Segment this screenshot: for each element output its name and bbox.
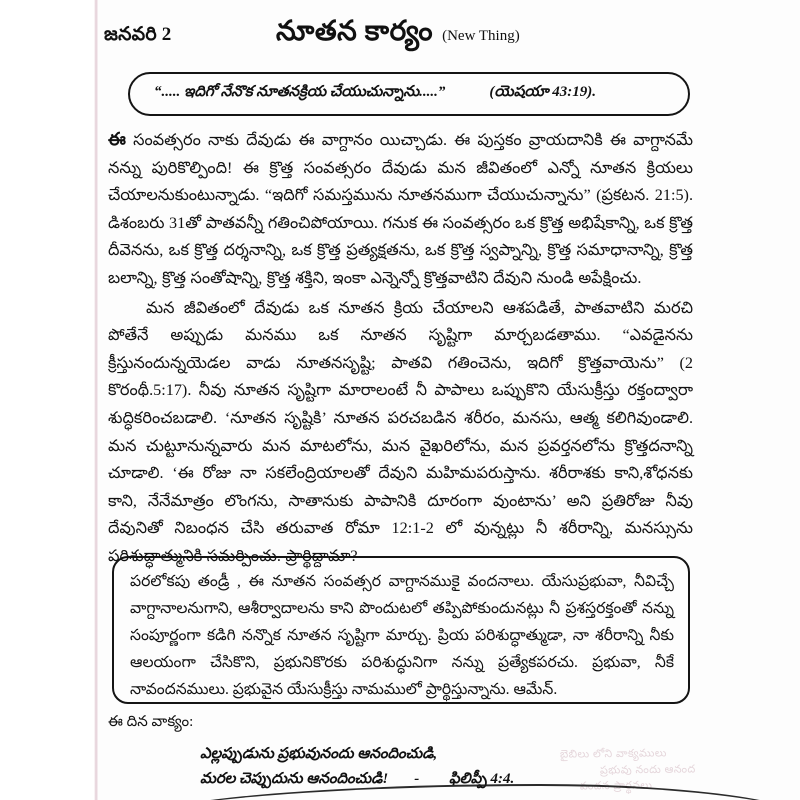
scripture-quote-inner — [130, 84, 688, 104]
verse-line-1: ఎల్లప్పుడును ప్రభువునందు ఆనందించుడి, — [200, 746, 438, 762]
paragraph-lead-letter: ఈ — [108, 129, 126, 149]
verse-of-the-day-label: ఈ దిన వాక్యం: — [108, 714, 194, 730]
body-column — [108, 126, 693, 571]
bleed-through-text: ప్రభువు నందు ఆనంద — [599, 763, 696, 777]
bleed-through-text: వందన ప్రార్థనలు — [579, 779, 653, 793]
page-title-english: (New Thing) — [442, 28, 520, 44]
prayer-text: పరలోకపు తండ్రీ , ఈ నూతన సంవత్సర వాగ్దానముకై వందనాలు. యేసుప్రభువా, నీవిచ్చే వాగ్దానాలనుగాని, ఆశీర్వాదాలను కాని పొందుటలో తప్పిపోకుందునట్లు నీ ప్రశస్తరక్తంతో నన్ను సంపూర్ణంగా కడిగి నన్నొక నూతన సృష్టిగా మార్చు. ప్రియ పరిశుద్ధాత్ముడా, నా శరీరాన్ని నీకు ఆలయంగా చేసికొని, ప్రభునికొరకు పరిశుద్ధునిగా నన్ను ప్రత్యేకపరచు. ప్రభువా, నీకే నావందనములు. ప్రభువైన యేసుక్రీస్తు నామములో ప్రార్థిస్తున్నాను. ఆమేన్. — [130, 573, 674, 698]
verse-line-2: మరల చెప్పుదును ఆనందించుడి! — [200, 771, 389, 787]
verse-separator: - — [414, 771, 420, 787]
scripture-quote-text: “..... ఇదిగో నేనొక నూతనక్రియ చేయుచున్నాను.....” — [154, 84, 446, 100]
prayer-box — [112, 556, 690, 704]
verse-reference: ఫిలిప్పీ 4:4. — [448, 771, 515, 787]
scan-edge-tint — [94, 0, 98, 800]
page-margin-white — [0, 0, 95, 800]
footer-verse-section — [108, 714, 708, 792]
bleed-through-text: బైబిలు లోని వాక్యములు — [559, 747, 667, 761]
scripture-quote-reference: (యెషయా 43:19). — [489, 84, 596, 100]
page-title — [276, 16, 520, 54]
page-header — [104, 16, 704, 58]
body-paragraph-2: మన జీవితంలో దేవుడు ఒక నూతన క్రియ చేయాలని ఆశపడితే, పాతవాటిని మరచి పోతేనే అప్పుడు మనము ఒక నూతన సృష్టిగా మార్చబడతాము. “ఎవడైనను క్రీస్తునందున్నయెడల వాడు నూతనసృష్టి; పాతవి గతించెను, ఇదిగో క్రొత్తవాయెను” (2 కొరంథీ.5:17). నీవు నూతన సృష్టిగా మారాలంటే నీ పాపాలు ఒప్పుకొని యేసుక్రీస్తు రక్తంద్వారా శుద్ధికరించబడాలి. ‘నూతన సృష్టికి’ నూతన పరచబడిన శరీరం, మనసు, ఆత్మ కలిగివుండాలి. మన చుట్టూనున్నవారు మన మాటలోను, మన వైఖరిలోను, మన ప్రవర్తనలోను క్రొత్తదనాన్ని చూడాలి. ‘ఈ రోజు నా సకలేంద్రియాలతో దేవుని మహిమపరుస్తాను. శరీరాశకు కాని,శోధనకు కాని, నేనేమాత్రం లొంగను, సాతానుకు పాపానికి దూరంగా వుంటాను’ అని ప్రతిరోజు నీవు దేవునితో నిబంధన చేసి తరువాత రోమా 12:1-2 లో వున్నట్లు నీ శరీరాన్ని, మనస్సును పరిశుద్ధాత్మునికి సమర్పించు. ప్రార్థిద్దామా? — [108, 298, 693, 565]
date-label: జనవరి 2 — [104, 24, 172, 45]
body-paragraph-1 — [108, 126, 693, 293]
page-title-telugu: నూతన కార్యం — [276, 16, 434, 47]
scripture-quote-box — [128, 72, 690, 116]
body-paragraph-1-text: సంవత్సరం నాకు దేవుడు ఈ వాగ్దానం యిచ్చాడు. ఈ పుస్తకం వ్రాయదానికి ఈ వాగ్దానమే నన్ను పురికొల్పింది! ఈ క్రొత్త సంవత్సరం దేవుడు మన జీవితంలో ఎన్నో నూతన క్రియలు చేయాలనుకుంటున్నాడు. “ఇదిగో సమస్తమును నూతనముగా చేయుచున్నాను” (ప్రకటన. 21:5). డిశంబరు 31తో పాతవన్నీ గతించిపోయాయి. గనుక ఈ సంవత్సరం ఒక క్రొత్త అభిషేకాన్ని, ఒక క్రొత్త దీవెనను, ఒక క్రొత్త దర్శనాన్ని, ఒక క్రొత్త ప్రత్యక్షతను, ఒక క్రొత్త స్వప్నాన్ని, క్రొత్త సమాధానాన్ని, క్రొత్త బలాన్ని, క్రొత్త సంతోషాన్ని, క్రొత్త శక్తిని, ఇంకా ఎన్నెన్నో క్రొత్తవాటిని దేవుని నుండి అపేక్షించు. — [108, 131, 693, 287]
